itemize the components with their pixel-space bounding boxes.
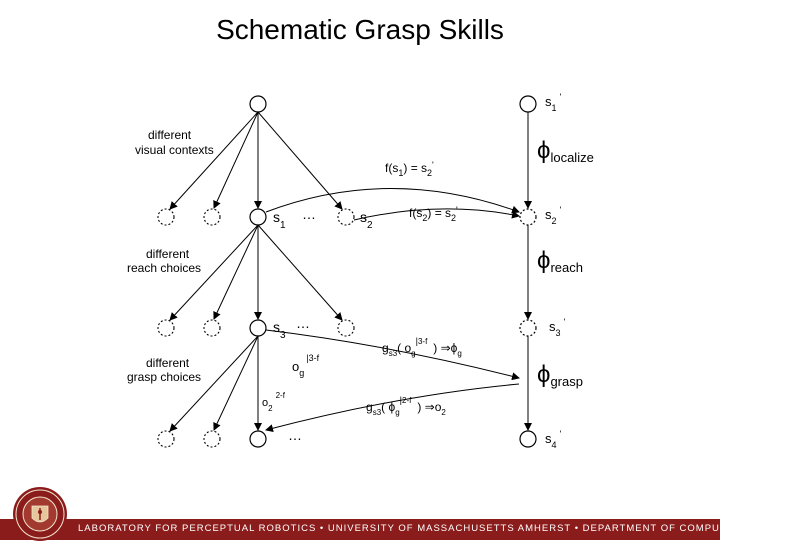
node-s1	[250, 209, 266, 225]
label-s1: $s_1$	[273, 209, 286, 231]
ellipsis-3: …	[288, 427, 302, 443]
label-s3: $s_3$	[273, 319, 286, 341]
equation-f2: $f(s_2) = s_2'$	[409, 205, 458, 223]
node-final	[250, 431, 266, 447]
slide-title: Schematic Grasp Skills	[216, 14, 504, 45]
ellipsis-2: …	[296, 315, 310, 331]
label-s4-prime: $s_4'$	[545, 429, 562, 450]
node-root	[250, 96, 266, 112]
node-s3	[250, 320, 266, 336]
label-visual-2: visual contexts	[135, 143, 214, 157]
label-s3-prime: $s_3'$	[549, 317, 566, 338]
label-og: $o_g^|3-f$	[292, 353, 320, 378]
label-reach-2: reach choices	[127, 261, 202, 275]
equation-g2: $g_{s3}$( $\phi_g^|2-f$ ) $\Rightarrow o_2$	[366, 395, 446, 417]
label-s2: $s_2$	[360, 209, 373, 231]
label-grasp-2: grasp choices	[127, 370, 202, 384]
mapping-curves	[266, 189, 519, 431]
label-visual-1: different	[148, 128, 192, 142]
node-s3-prime	[520, 320, 536, 336]
ellipsis-1: …	[302, 206, 316, 222]
label-grasp-1: different	[146, 356, 190, 370]
equation-g1: $g_{s3}$( $o_g^|3-f$ ) $\Rightarrow\phi_g$	[382, 336, 462, 358]
label-s2-prime: $s_2'$	[545, 205, 562, 226]
node-s2-prime	[520, 209, 536, 225]
controller-grasp: ϕgrasp	[537, 361, 583, 389]
label-reach-1: different	[146, 247, 190, 261]
label-s1-prime: $s_1'$	[545, 92, 562, 113]
equation-f1: $f(s_1) = s_2'$	[385, 160, 434, 178]
footer-text: LABORATORY FOR PERCEPTUAL ROBOTICS • UNIVERSITY OF MASSACHUSETTS AMHERST • DEPARTMENT OF COMPUTER SCIENCE	[78, 523, 795, 534]
label-o2: $o_2^{2-f}$	[262, 391, 285, 413]
footer	[0, 519, 795, 540]
node-s1-prime	[520, 96, 536, 112]
node-s4-prime	[520, 431, 536, 447]
controller-reach: ϕreach	[537, 247, 583, 275]
university-seal-icon	[12, 486, 68, 542]
controller-localize: ϕlocalize	[537, 137, 594, 165]
